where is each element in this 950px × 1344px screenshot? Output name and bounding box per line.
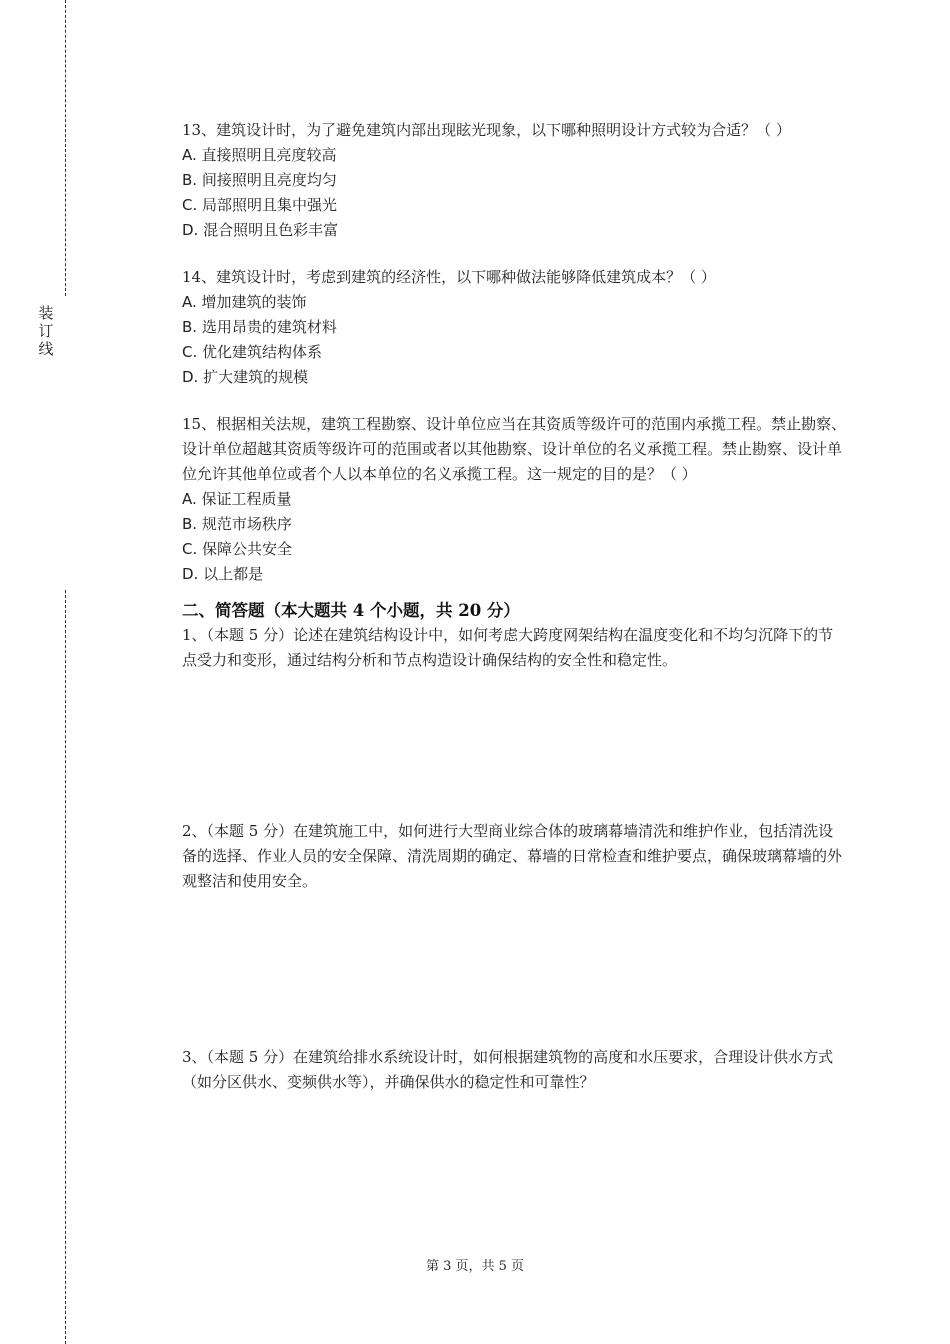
option-c: C. 局部照明且集中强光 (182, 196, 338, 214)
question-14 (182, 265, 848, 390)
short-answer-question: 1、（本题 5 分）论述在建筑结构设计中，如何考虑大跨度网架结构在温度变化和不均匀沉降下的节点受力和变形，通过结构分析和节点构造设计确保结构的安全性和稳定性。 (182, 626, 834, 669)
option-a: A. 增加建筑的装饰 (182, 293, 307, 311)
question-15 (182, 412, 848, 587)
option-d: D. 混合照明且色彩丰富 (182, 221, 339, 239)
option-b: B. 规范市场秩序 (182, 515, 292, 533)
short-answer-1 (182, 623, 848, 819)
option-a: A. 保证工程质量 (182, 490, 292, 508)
question-stem: 13、建筑设计时，为了避免建筑内部出现眩光现象，以下哪种照明设计方式较为合适？（ ） (182, 121, 791, 139)
question-stem: 15、根据相关法规，建筑工程勘察、设计单位应当在其资质等级许可的范围内承揽工程。禁止勘察、设计单位超越其资质等级许可的范围或者以其他勘察、设计单位的名义承揽工程。禁止勘察、设计单位允许其他单位或者个人以本单位的名义承揽工程。这一规定的目的是？（ ） (182, 415, 847, 483)
option-b: B. 选用昂贵的建筑材料 (182, 318, 337, 336)
question-13 (182, 118, 848, 243)
binding-line-bottom (65, 590, 66, 1344)
binding-label (37, 304, 55, 358)
section-title: 二、简答题（本大题共 4 个小题，共 20 分） (182, 601, 520, 620)
option-d: D. 以上都是 (182, 565, 264, 583)
question-stem: 14、建筑设计时，考虑到建筑的经济性，以下哪种做法能够降低建筑成本？（ ） (182, 268, 716, 286)
binding-label-char: 订 (38, 322, 54, 340)
option-d: D. 扩大建筑的规模 (182, 368, 309, 386)
binding-label-char: 线 (38, 340, 54, 358)
short-answer-question: 2、（本题 5 分）在建筑施工中，如何进行大型商业综合体的玻璃幕墙清洗和维护作业，包括清洗设备的选择、作业人员的安全保障、清洗周期的确定、幕墙的日常检查和维护要点，确保玻璃幕墙的外观整洁和使用安全。 (182, 822, 843, 890)
option-c: C. 保障公共安全 (182, 540, 293, 558)
short-answer-2 (182, 819, 848, 1045)
binding-label-char: 装 (38, 304, 54, 322)
option-c: C. 优化建筑结构体系 (182, 343, 323, 361)
exam-content (182, 118, 848, 1105)
page-number: 第 3 页，共 5 页 (425, 1259, 525, 1274)
short-answer-3 (182, 1045, 848, 1105)
option-a: A. 直接照明且亮度较高 (182, 146, 337, 164)
binding-line-top (65, 0, 66, 296)
option-b: B. 间接照明且亮度均匀 (182, 171, 337, 189)
short-answer-question: 3、（本题 5 分）在建筑给排水系统设计时，如何根据建筑物的高度和水压要求，合理设计供水方式（如分区供水、变频供水等），并确保供水的稳定性和可靠性？ (182, 1048, 834, 1091)
